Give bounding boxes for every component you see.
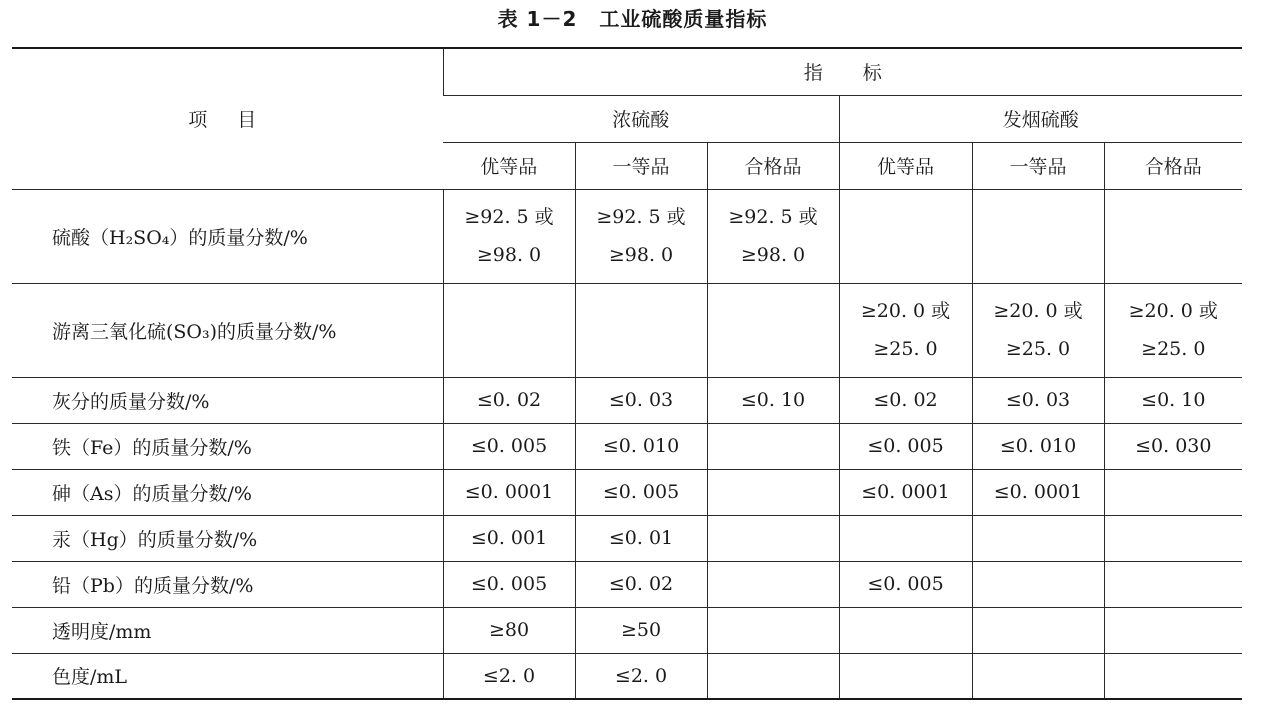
value-cell: ≤2. 0 [575, 653, 707, 699]
value-cell: ≤0. 0001 [839, 469, 972, 515]
value-cell [972, 515, 1104, 561]
value-cell [1104, 283, 1242, 377]
header-item: 项目 [12, 48, 443, 189]
value-cell: ≤0. 10 [1104, 377, 1242, 423]
header-grade: 优等品 [839, 142, 972, 189]
value-line: ≥25. 0 [873, 338, 938, 360]
value-cell [707, 189, 839, 283]
row-label: 硫酸（H₂SO₄）的质量分数/% [12, 189, 443, 283]
value-cell: ≤0. 02 [575, 561, 707, 607]
value-cell [707, 653, 839, 699]
table-number: 表 1－2 [497, 7, 578, 31]
value-cell [839, 607, 972, 653]
value-cell [1104, 607, 1242, 653]
value-cell: ≤0. 02 [839, 377, 972, 423]
value-line: ≥20. 0 或 [993, 300, 1083, 322]
value-line: ≥25. 0 [1005, 338, 1071, 360]
value-cell: ≤0. 005 [443, 423, 575, 469]
value-cell [1104, 561, 1242, 607]
value-cell [1104, 189, 1242, 283]
value-cell [839, 189, 972, 283]
value-cell [443, 189, 575, 283]
value-cell [972, 561, 1104, 607]
value-line: ≥20. 0 或 [1128, 300, 1218, 322]
header-grade: 一等品 [972, 142, 1104, 189]
value-line: ≥92. 5 或 [464, 206, 554, 228]
row-label: 灰分的质量分数/% [12, 377, 443, 423]
value-cell: ≤0. 01 [575, 515, 707, 561]
table-row [12, 607, 1242, 653]
value-cell [839, 653, 972, 699]
row-label: 铁（Fe）的质量分数/% [12, 423, 443, 469]
value-cell: ≤0. 02 [443, 377, 575, 423]
value-cell [839, 283, 972, 377]
value-line: ≥98. 0 [476, 244, 542, 266]
value-cell: ≤0. 10 [707, 377, 839, 423]
row-label: 游离三氧化硫(SO₃)的质量分数/% [12, 283, 443, 377]
header-grade: 优等品 [443, 142, 575, 189]
row-label: 汞（Hg）的质量分数/% [12, 515, 443, 561]
value-cell: ≥80 [443, 607, 575, 653]
value-cell [1104, 515, 1242, 561]
value-cell: ≤0. 005 [839, 561, 972, 607]
value-cell: ≤0. 0001 [443, 469, 575, 515]
value-cell: ≥50 [575, 607, 707, 653]
header-group-concentrated: 浓硫酸 [443, 95, 839, 142]
value-cell: ≤0. 010 [575, 423, 707, 469]
value-cell [707, 423, 839, 469]
header-grade: 合格品 [707, 142, 839, 189]
table-row [12, 189, 1242, 283]
value-cell [972, 283, 1104, 377]
row-label: 色度/mL [12, 653, 443, 699]
value-cell: ≤2. 0 [443, 653, 575, 699]
header-grade: 合格品 [1104, 142, 1242, 189]
table-title: 工业硫酸质量指标 [599, 7, 768, 31]
value-cell [707, 283, 839, 377]
value-cell [707, 607, 839, 653]
table-row [12, 283, 1242, 377]
header-index: 指标 [443, 48, 1242, 95]
table-row [12, 561, 1242, 607]
value-cell [839, 515, 972, 561]
value-line: ≥98. 0 [740, 244, 806, 266]
quality-spec-table [12, 47, 1242, 700]
value-line: ≥98. 0 [608, 244, 674, 266]
value-cell: ≤0. 03 [575, 377, 707, 423]
table-caption [0, 4, 1265, 34]
value-cell: ≤0. 03 [972, 377, 1104, 423]
value-line: ≥25. 0 [1141, 338, 1206, 360]
value-cell [1104, 653, 1242, 699]
value-cell [707, 469, 839, 515]
header-grade: 一等品 [575, 142, 707, 189]
value-cell: ≤0. 0001 [972, 469, 1104, 515]
value-cell [972, 653, 1104, 699]
row-label: 透明度/mm [12, 607, 443, 653]
value-cell: ≤0. 030 [1104, 423, 1242, 469]
value-cell [972, 189, 1104, 283]
value-cell: ≤0. 010 [972, 423, 1104, 469]
value-line: ≥92. 5 或 [596, 206, 686, 228]
table-row [12, 469, 1242, 515]
value-cell [707, 515, 839, 561]
table-body [12, 189, 1242, 699]
table-row [12, 653, 1242, 699]
table-row [12, 423, 1242, 469]
value-line: ≥20. 0 或 [860, 300, 951, 322]
value-cell [1104, 469, 1242, 515]
value-cell: ≤0. 005 [443, 561, 575, 607]
value-cell: ≤0. 001 [443, 515, 575, 561]
value-line: ≥92. 5 或 [728, 206, 818, 228]
value-cell [707, 561, 839, 607]
table-row [12, 515, 1242, 561]
row-label: 砷（As）的质量分数/% [12, 469, 443, 515]
value-cell [443, 283, 575, 377]
header-group-fuming: 发烟硫酸 [839, 95, 1242, 142]
table-row [12, 377, 1242, 423]
row-label: 铅（Pb）的质量分数/% [12, 561, 443, 607]
value-cell: ≤0. 005 [575, 469, 707, 515]
value-cell: ≤0. 005 [839, 423, 972, 469]
value-cell [575, 189, 707, 283]
value-cell [575, 283, 707, 377]
value-cell [972, 607, 1104, 653]
